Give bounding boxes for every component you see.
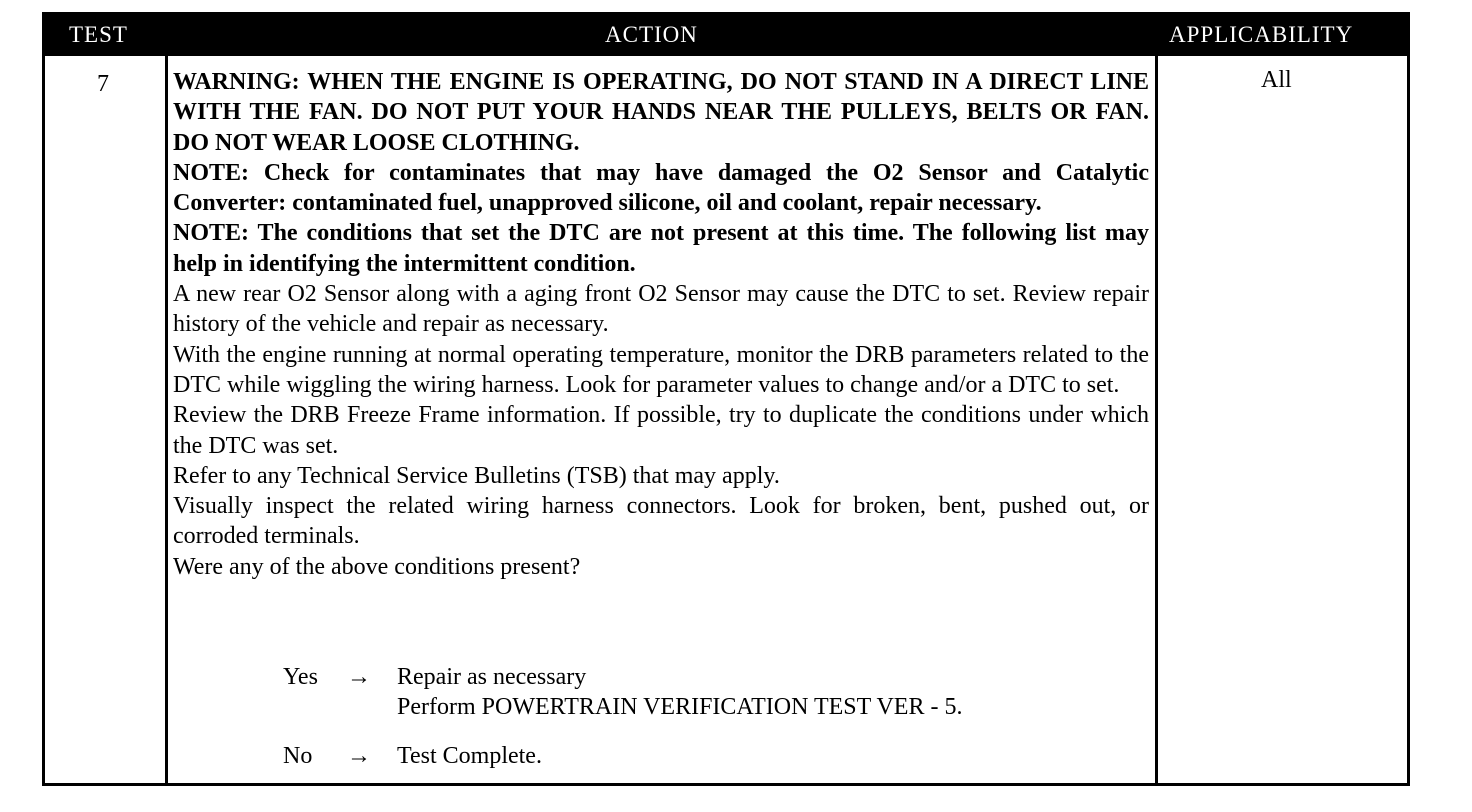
note-conditions: NOTE: The conditions that set the DTC are not present at this time. The following list may help in identifying the intermittent condition.	[173, 220, 1149, 277]
note-contaminates: NOTE: Check for contaminates that may have damaged the O2 Sensor and Catalytic Converter: contaminated fuel, unapproved silicone, oil and coolant, repair necessary.	[173, 159, 1149, 217]
step-o2-sensor: A new rear O2 Sensor along with a aging front O2 Sensor may cause the DTC to set. Review repair history of the vehicle and repair as necessary.	[173, 281, 1149, 338]
applicability-value: All	[1261, 67, 1292, 93]
yes-result-line1: Repair as necessary	[397, 664, 587, 690]
yes-result-line2: Perform POWERTRAIN VERIFICATION TEST VER - 5.	[397, 694, 963, 720]
step-tsb: Refer to any Technical Service Bulletins (TSB) that may apply.	[173, 462, 780, 489]
header-applicability: APPLICABILITY	[1169, 22, 1354, 47]
step-inspect-connectors: Visually inspect the related wiring harness connectors. Look for broken, bent, pushed out, or corroded terminals.	[173, 493, 1149, 550]
yes-result	[397, 662, 962, 722]
yes-label: Yes	[283, 664, 318, 690]
table-header	[45, 15, 1407, 56]
step-monitor-drb: With the engine running at normal operating temperature, monitor the DRB parameters related to the DTC while wiggling the wiring harness. Look for parameter values to change and/or a DTC to set.	[173, 341, 1149, 398]
header-test: TEST	[69, 22, 128, 47]
no-label: No	[283, 743, 313, 769]
action-cell	[173, 67, 1149, 582]
step-freeze-frame: Review the DRB Freeze Frame information. If possible, try to duplicate the conditions under which the DTC was set.	[173, 402, 1149, 459]
no-result: Test Complete.	[397, 743, 542, 769]
header-action: ACTION	[605, 22, 698, 47]
column-divider-applicability	[1155, 56, 1158, 783]
warning-text: WARNING: WHEN THE ENGINE IS OPERATING, DO NOT STAND IN A DIRECT LINE WITH THE FAN. DO NOT PUT YOUR HANDS NEAR THE PULLEYS, BELTS OR FAN. DO NOT WEAR LOOSE CLOTHING.	[173, 69, 1149, 156]
test-number: 7	[97, 71, 109, 97]
yes-arrow-icon: →	[347, 664, 371, 690]
column-divider-test	[165, 56, 168, 783]
diagnostic-table	[42, 12, 1410, 786]
question-text: Were any of the above conditions present?	[173, 553, 581, 580]
no-arrow-icon: →	[347, 743, 371, 769]
